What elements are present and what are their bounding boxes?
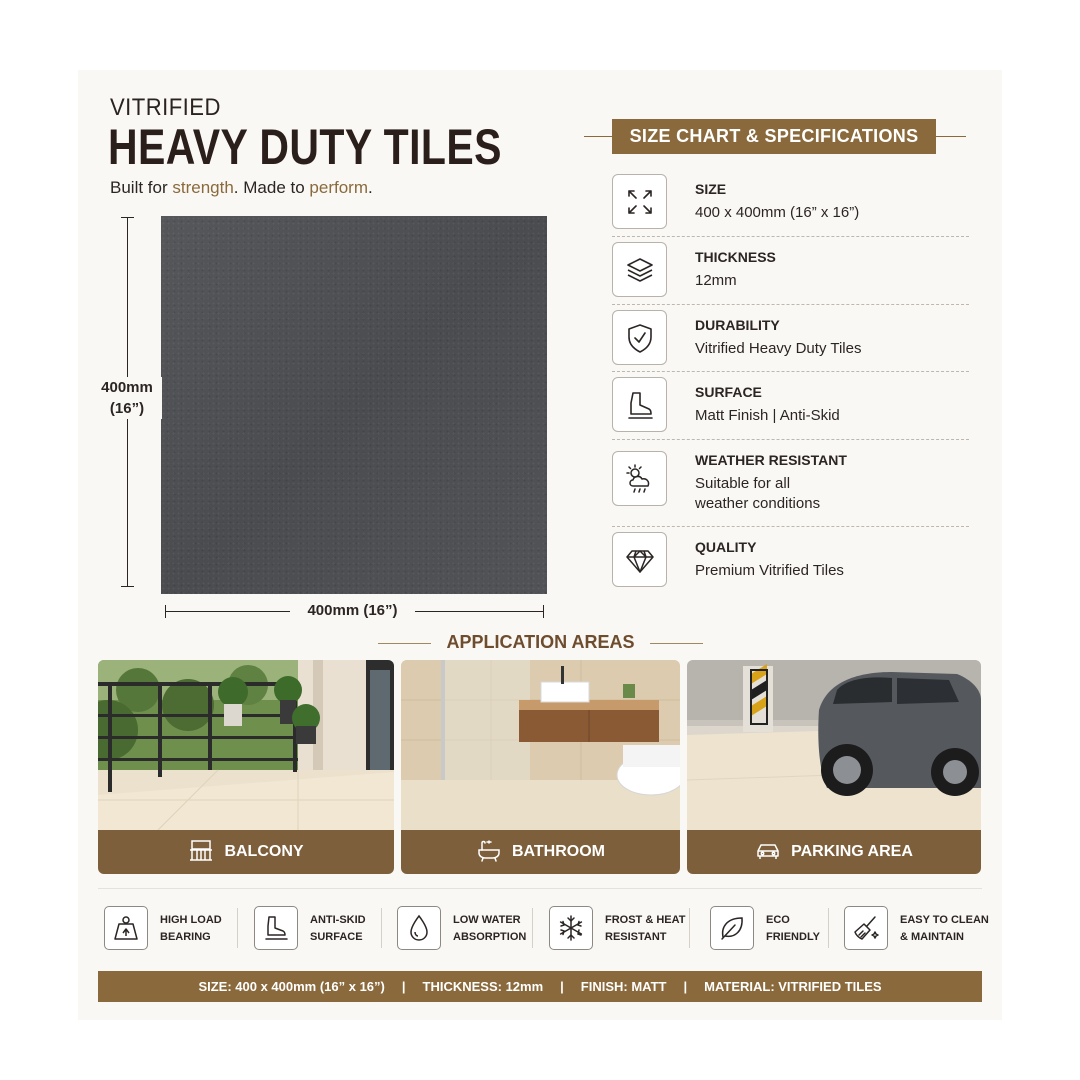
kicker-text: VITRIFIED (110, 94, 221, 121)
footer-thickness: THICKNESS: 12mm (422, 979, 544, 994)
weather-icon (612, 451, 667, 506)
feature-separator (532, 908, 533, 948)
feature-text (310, 912, 366, 946)
spec-value-line: weather conditions (695, 495, 821, 512)
footer-size: SIZE: 400 x 400mm (16” x 16”) (198, 979, 385, 994)
width-dimension-line (165, 611, 290, 612)
feature-line: SURFACE (310, 931, 363, 943)
height-label (92, 377, 162, 419)
water-drop-icon (397, 906, 441, 950)
weight-icon (104, 906, 148, 950)
height-label-in: (16”) (109, 400, 145, 417)
feature-line: ABSORPTION (453, 931, 527, 943)
feature-separator (237, 908, 238, 948)
spec-label: WEATHER RESISTANT (695, 452, 847, 468)
snowflake-icon (549, 906, 593, 950)
tagline-part: Built for (110, 178, 173, 197)
application-label: BATHROOM (511, 843, 606, 860)
app-title-rule (378, 643, 431, 644)
balcony-icon (188, 837, 214, 868)
feature-line: HIGH LOAD (160, 914, 222, 926)
leaf-icon (710, 906, 754, 950)
boot-icon (612, 377, 667, 432)
feature-separator (689, 908, 690, 948)
spec-title-rule (936, 136, 966, 137)
application-card-balcony (98, 660, 394, 874)
spec-value-line: Suitable for all (695, 475, 791, 492)
feature-line: FRIENDLY (766, 931, 820, 943)
tagline-highlight: perform (309, 178, 368, 197)
spec-divider (612, 304, 969, 305)
spec-title: SIZE CHART & SPECIFICATIONS (612, 119, 936, 154)
shield-check-icon (612, 310, 667, 365)
feature-text (900, 912, 989, 946)
footer-material: MATERIAL: VITRIFIED TILES (704, 979, 882, 994)
feature-text (160, 912, 222, 946)
spec-divider (612, 236, 969, 237)
footer-finish: FINISH: MATT (580, 979, 667, 994)
application-label-bar (98, 830, 394, 874)
spec-label: QUALITY (695, 539, 757, 555)
tagline (110, 178, 373, 198)
spec-divider (612, 526, 969, 527)
spec-summary-bar (98, 971, 982, 1002)
bathtub-icon (476, 837, 502, 868)
feature-text (605, 912, 685, 946)
page-title: HEAVY DUTY TILES (108, 119, 502, 175)
spec-divider (612, 371, 969, 372)
dimension-cap (121, 586, 134, 587)
expand-arrows-icon (612, 174, 667, 229)
spec-value: Matt Finish | Anti-Skid (695, 407, 840, 424)
width-label: 400mm (16”) (307, 602, 398, 619)
spec-title-rule (584, 136, 614, 137)
spec-label: SIZE (695, 181, 727, 197)
feature-text (453, 912, 526, 946)
spec-value: Premium Vitrified Tiles (695, 562, 844, 579)
spec-value: Vitrified Heavy Duty Tiles (695, 340, 862, 357)
footer-separator: | (683, 979, 688, 994)
feature-separator (828, 908, 829, 948)
feature-line: FROST & HEAT (605, 914, 686, 926)
parking-image (687, 660, 981, 830)
feature-line: EASY TO CLEAN (900, 914, 989, 926)
application-label: BALCONY (224, 843, 304, 860)
app-title-rule (650, 643, 703, 644)
spec-label: SURFACE (695, 384, 762, 400)
dimension-cap (121, 217, 134, 218)
spec-value (695, 474, 820, 514)
tagline-part: . (367, 178, 373, 197)
diamond-icon (612, 532, 667, 587)
width-dimension-line (415, 611, 543, 612)
bathroom-image (401, 660, 680, 830)
dimension-cap (165, 605, 166, 618)
features-divider (98, 888, 982, 889)
car-icon (755, 837, 781, 868)
footer-separator: | (401, 979, 406, 994)
feature-line: & MAINTAIN (900, 931, 964, 943)
application-card-bathroom (401, 660, 680, 874)
spec-label: THICKNESS (695, 249, 776, 265)
feature-line: BEARING (160, 931, 211, 943)
broom-icon (844, 906, 888, 950)
spec-value: 12mm (695, 272, 737, 289)
layers-icon (612, 242, 667, 297)
application-label: PARKING AREA (791, 843, 913, 860)
application-label-bar (401, 830, 680, 874)
tagline-part: . Made to (233, 178, 310, 197)
boot-icon (254, 906, 298, 950)
height-label-mm: 400mm (101, 379, 153, 396)
dimension-cap (543, 605, 544, 618)
spec-label: DURABILITY (695, 317, 780, 333)
application-card-parking (687, 660, 981, 874)
feature-text (766, 912, 820, 946)
application-areas-title: APPLICATION AREAS (446, 632, 635, 652)
application-label-bar (687, 830, 981, 874)
balcony-image (98, 660, 394, 830)
feature-separator (381, 908, 382, 948)
footer-separator: | (560, 979, 564, 994)
feature-line: ECO (766, 914, 790, 926)
spec-value: 400 x 400mm (16” x 16”) (695, 204, 860, 221)
feature-line: ANTI-SKID (310, 914, 366, 926)
feature-line: RESISTANT (605, 931, 667, 943)
spec-divider (612, 439, 969, 440)
tile-sample (161, 216, 547, 594)
feature-line: LOW WATER (453, 914, 521, 926)
tagline-highlight: strength (172, 178, 234, 197)
features-strip (98, 903, 989, 953)
